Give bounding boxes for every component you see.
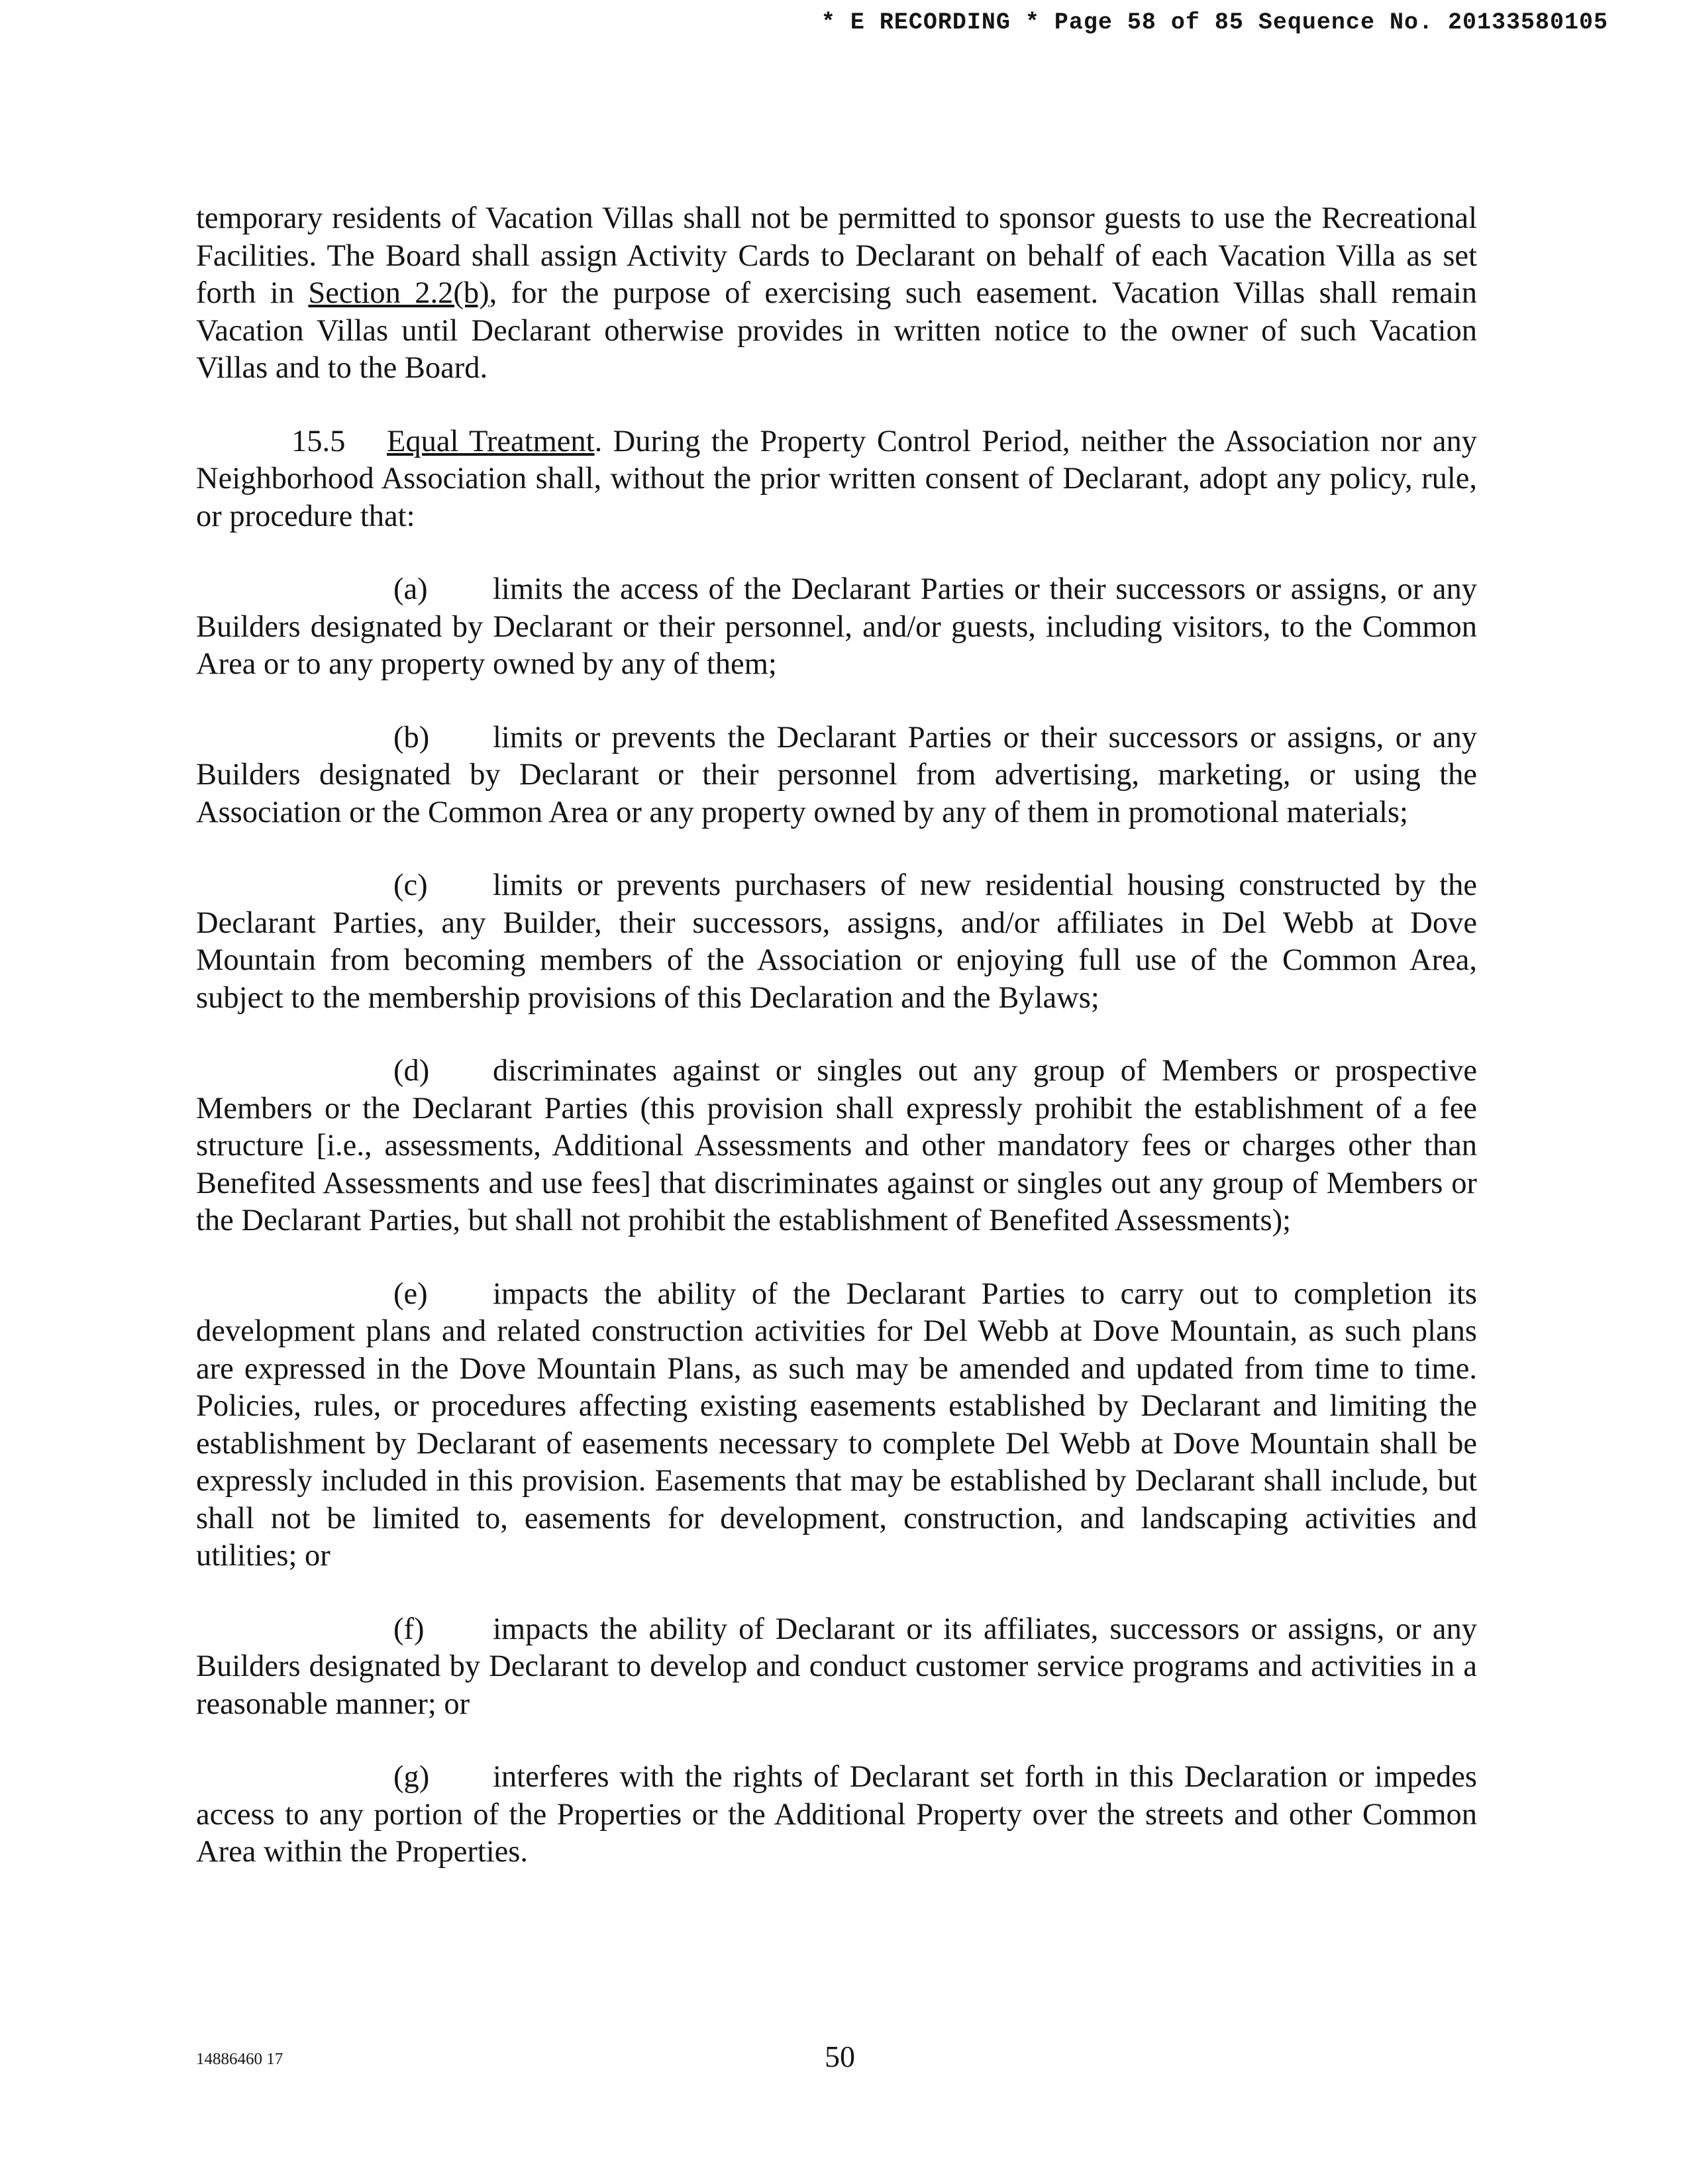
item-text: limits or prevents the Declarant Parties or their successors or assigns, or any Builders designated by Declarant or their personnel from advertising, marketing, or using the Association or the Common Area or any property owned by any of them in promotional materials; (196, 720, 1477, 829)
intro-paragraph (196, 200, 1477, 388)
item-text: interferes with the rights of Declarant set forth in this Declaration or impedes access to any portion of the Properties or the Additional Property over the streets and other Common Area within the Properties. (196, 1760, 1477, 1869)
recording-header: * E RECORDING * Page 58 of 85 Sequence No. 20133580105 (821, 9, 1608, 36)
item-text: impacts the ability of the Declarant Parties to carry out to completion its development plans and related construction activities for Del Webb at Dove Mountain, as such plans are expressed in the Dove Mountain Plans, as such may be amended and updated from time to time. Policies, rules, or procedures affecting existing easements established by Declarant and limiting the establishment by Declarant of easements necessary to complete Del Webb at Dove Mountain shall be expressly included in this provision. Easements that may be established by Declarant shall include, but shall not be limited to, easements for development, construction, and landscaping activities and utilities; or (196, 1276, 1477, 1573)
item-c (196, 867, 1477, 1017)
section-text: During the Property Control Period, neither the Association nor any Neighborhood Association shall, without the prior written consent of Declarant, adopt any policy, rule, or procedure that: (196, 424, 1477, 533)
item-g (196, 1759, 1477, 1871)
section-15-5-paragraph (196, 423, 1477, 536)
footer-document-id: 14886460 17 (196, 2050, 283, 2068)
item-label: (a) (393, 572, 428, 606)
item-label: (f) (393, 1612, 425, 1646)
document-body (196, 200, 1477, 1871)
item-text: limits or prevents purchasers of new residential housing constructed by the Declarant Parties, any Builder, their successors, assigns, and/or affiliates in Del Webb at Dove Mountain from becoming members of the Association or enjoying full use of the Common Area, subject to the membership provisions of this Declaration and the Bylaws; (196, 868, 1477, 1015)
item-label: (b) (393, 720, 430, 754)
item-e (196, 1276, 1477, 1575)
section-reference: Section 2.2(b) (308, 276, 489, 310)
section-title-suffix: . (594, 424, 603, 458)
item-b (196, 719, 1477, 832)
item-text: discriminates against or singles out any group of Members or prospective Members or the Declarant Parties (this provision shall expressly prohibit the establishment of a fee structure [i.e., assessments, Additional Assessments and other mandatory fees or charges other than Benefited Assessments and use fees] that discriminates against or singles out any group of Members or the Declarant Parties, but shall not prohibit the establishment of Benefited Assessments); (196, 1054, 1477, 1237)
page-number: 50 (825, 2040, 855, 2073)
item-f (196, 1611, 1477, 1724)
item-text: limits the access of the Declarant Parties or their successors or assigns, or any Builders designated by Declarant or their personnel, and/or guests, including visitors, to the Common Area or to any property owned by any of them; (196, 572, 1477, 681)
item-label: (c) (393, 868, 428, 902)
intro-text-before: temporary residents of Vacation Villas shall not be permitted to sponsor guests to use the Recreational Facilities. The Board shall assign Activity Cards to Declarant on behalf of each Vacation Villa as set forth in (196, 201, 1477, 310)
section-title: Equal Treatment (387, 424, 595, 458)
intro-text-after: , for the purpose of exercising such easement. Vacation Villas shall remain Vacation Villas until Declarant otherwise provides in written notice to the owner of such Vacation Villas and to the Board. (196, 276, 1478, 385)
item-label: (e) (393, 1276, 428, 1311)
item-text: impacts the ability of Declarant or its affiliates, successors or assigns, or any Builders designated by Declarant to develop and conduct customer service programs and activities in a reasonable manner; or (196, 1612, 1477, 1721)
section-number: 15.5 (291, 424, 346, 458)
item-d (196, 1053, 1477, 1240)
item-label: (d) (393, 1054, 430, 1088)
item-label: (g) (393, 1760, 430, 1794)
item-a (196, 571, 1477, 684)
